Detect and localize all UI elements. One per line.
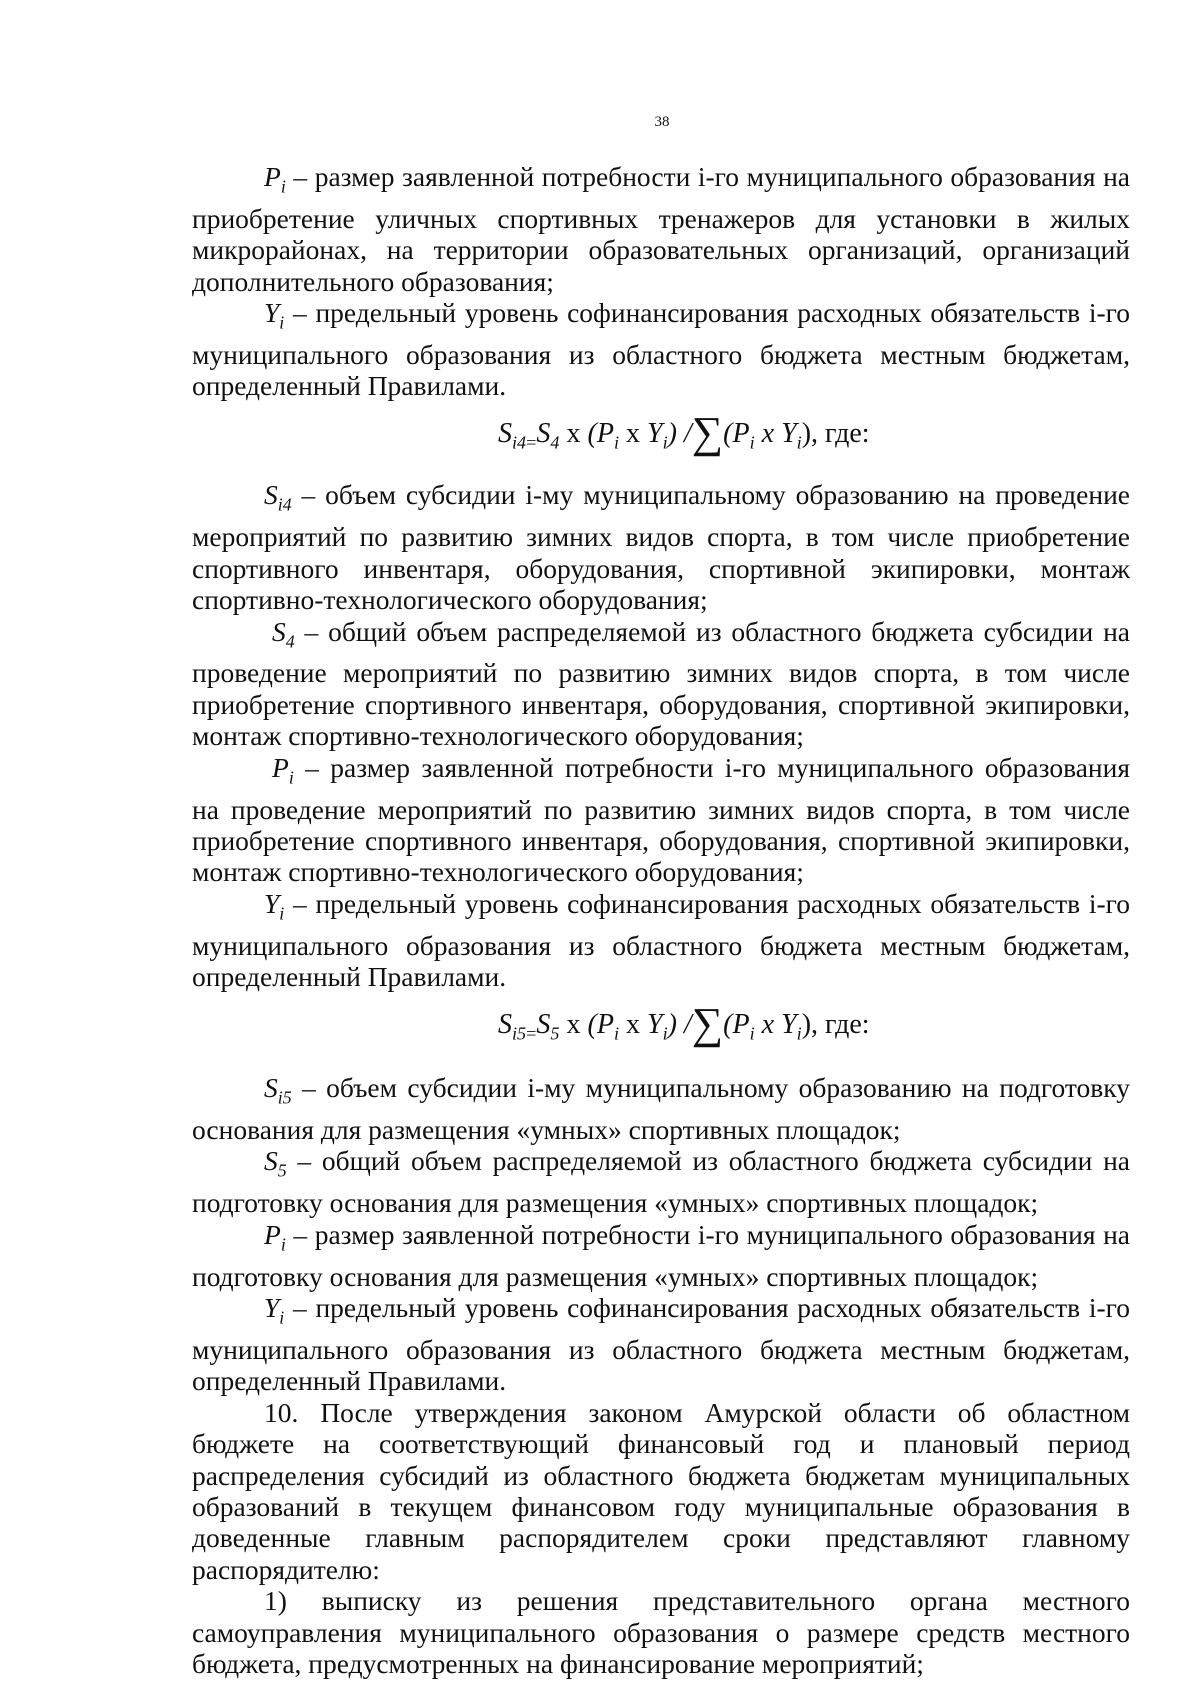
variable-symbol: $P_i$ [272,751,294,788]
definition-paragraph: $Y_i$ – предельный уровень софинансирования расходных обязательств i-го муниципального образования из областного бюджета местным бюджетам, определенный Правилами. [192,887,1130,993]
variable-symbol: $Y_i$ [264,887,285,924]
clause-10-item-1: 1) выписку из решения представительного органа местного самоуправления муниципального образования о размере средств местного бюджета, предусмотренных на финансирование мероприятий; [192,1585,1130,1680]
definition-paragraph: $S_5$ – общий объем распределяемой из областного бюджета субсидии на подготовку основания для размещения «умных» спортивных площадок; [192,1145,1130,1219]
page-number: 38 [654,114,670,130]
variable-symbol: $S_{i5}$ [264,1072,292,1108]
sum-symbol: ∑ [691,407,724,457]
definition-paragraph: $S_{i5}$ – объем субсидии i-му муниципальному образованию на подготовку основания для размещения «умных» спортивных площадок; [192,1072,1130,1146]
variable-symbol: $P_i$ [264,161,286,197]
definition-paragraph: $P_i$ – размер заявленной потребности i-го муниципального образования на подготовку основания для размещения «умных» спортивных площадок; [192,1218,1130,1292]
definition-paragraph: $S_4$ – общий объем распределяемой из областного бюджета субсидии на проведение мероприятий по развитию зимних видов спорта, в том числе приобретение спортивного инвентаря, оборудования, спортивной экипировки, монтаж спортивно-технологического оборудования; [192,615,1130,752]
variable-symbol: $S_{i4}$ [264,479,292,515]
definition-paragraph: $Y_i$ – предельный уровень софинансирования расходных обязательств i-го муниципального образования из областного бюджета местным бюджетам, определенный Правилами. [192,1292,1130,1397]
clause-10: 10. После утверждения законом Амурской области об областном бюджете на соответствующий финансовый год и плановый период распределения субсидий из областного бюджета бюджетам муниципальных образований в текущем финансовом году муниципальные образования в доведенные главным распорядителем сроки представляют главному распорядителю: [192,1396,1130,1585]
variable-symbol: $Y_i$ [264,297,285,333]
definition-paragraph: $S_{i4}$ – объем субсидии i-му муниципальному образованию на проведение мероприятий по развитию зимних видов спорта, в том числе приобретение спортивного инвентаря, оборудования, спортивной экипировки, монтаж спортивно-технологического оборудования; [192,479,1130,616]
definition-paragraph: $P_i$ – размер заявленной потребности i-го муниципального образования на проведение мероприятий по развитию зимних видов спорта, в том числе приобретение спортивного инвентаря, оборудования, спортивной экипировки, монтаж спортивно-технологического оборудования; [192,751,1130,888]
sum-symbol: ∑ [691,998,724,1048]
document-body [192,161,1130,1679]
variable-symbol: $Y_i$ [264,1292,285,1328]
definition-paragraph: $P_i$ – размер заявленной потребности i-го муниципального образования на приобретение уличных спортивных тренажеров для установки в жилых микрорайонах, на территории образовательных организаций, организаций дополнительного образования; [192,161,1130,297]
variable-symbol: $P_i$ [264,1218,286,1255]
variable-symbol: $S_5$ [264,1145,287,1181]
formula-s-i5: $S_{i5=}S_5$ x ($P_i$ x $Y_i$) $/\sum(P_i$ x $Y_i$), где: [498,998,870,1048]
variable-symbol: $S_4$ [272,615,295,652]
definition-paragraph: $Y_i$ – предельный уровень софинансирования расходных обязательств i-го муниципального образования из областного бюджета местным бюджетам, определенный Правилами. [192,297,1130,402]
formula-s-i4: $S_{i4=}S_4$ x ($P_i$ x $Y_i$) $/\sum(P_i$ x $Y_i$), где: [498,407,870,457]
